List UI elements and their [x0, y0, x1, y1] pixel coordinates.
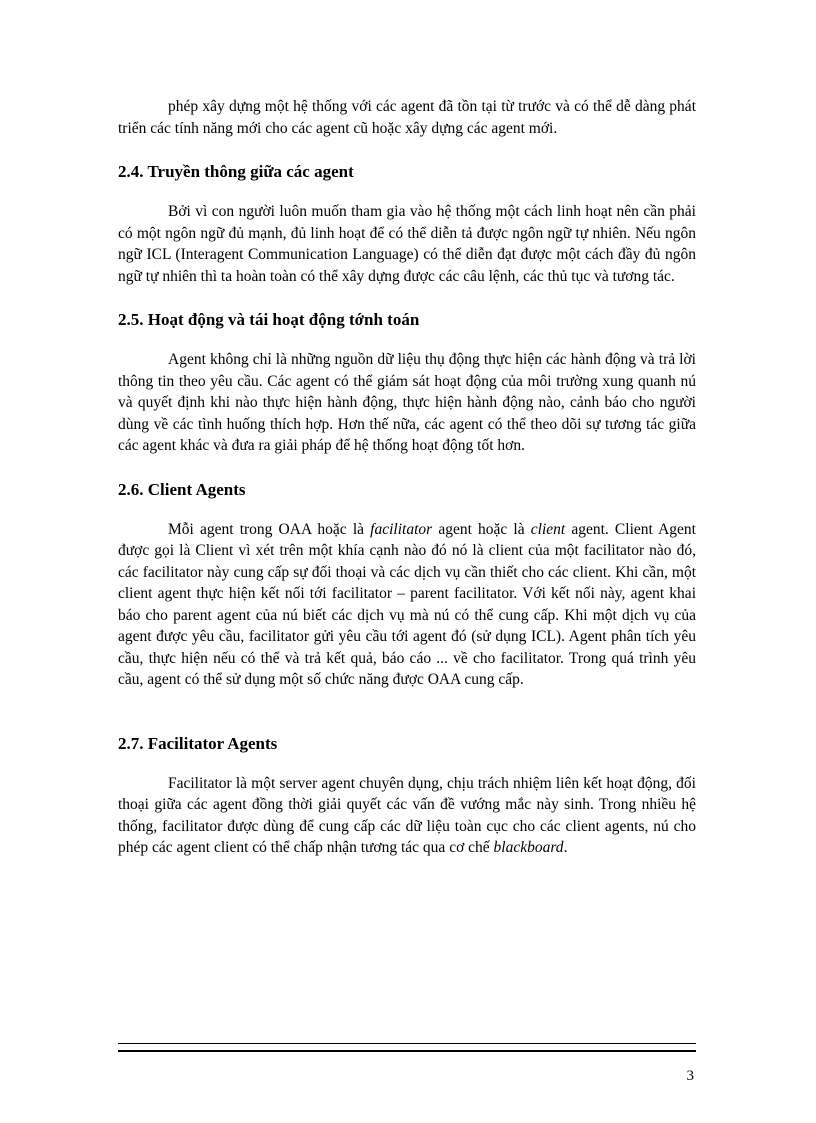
section-2-7-heading: 2.7. Facilitator Agents	[118, 733, 278, 753]
s26-text-2: agent hoặc là	[432, 520, 531, 538]
section-2-6-paragraph	[118, 519, 696, 691]
s26-em-facilitator: facilitator	[370, 520, 433, 538]
s27-text-1: Facilitator là một server agent chuyên dụng, chịu trách nhiệm liên kết hoạt động, đối thoại giữa các agent đồng thời giải quyết các vấn đề vướng mắc này sinh. Trong nhiều hệ thống, facilitator được dùng để cung cấp các dữ liệu toàn cục cho các client agents, nú cho phép các agent client có thể chấp nhận tương tác qua cơ chế	[118, 774, 696, 856]
footer-divider	[118, 1043, 696, 1052]
section-2-6-heading: 2.6. Client Agents	[118, 479, 246, 499]
section-2-7-paragraph	[118, 773, 696, 859]
s26-text-3: agent. Client Agent được gọi là Client vì xét trên một khía cạnh nào đó nó là client của một facilitator nào đó, các facilitator này cung cấp sự đối thoại và các dịch vụ cần thiết cho các client. Khi cần, một client agent thực hiện kết nối tới facilitator – parent facilitator. Với kết nối này, agent khai báo cho parent agent của nú biết các dịch vụ mà nú có thể cung cấp. Khi một dịch vụ của agent được yêu cầu, facilitator gửi yêu cầu tới agent đó (sử dụng ICL). Agent phân tích yêu cầu, thực hiện nếu có thể và trả kết quả, báo cáo ... về cho facilitator. Trong quá trình yêu cầu, agent có thể sử dụng một số chức năng được OAA cung cấp.	[118, 520, 696, 688]
intro-paragraph: phép xây dựng một hệ thống với các agent đã tồn tại từ trước và có thể dễ dàng phát triển các tính năng mới cho các agent cũ hoặc xây dựng các agent mới.	[118, 98, 696, 137]
s27-text-2: .	[563, 839, 568, 856]
s26-em-client: client	[530, 520, 566, 538]
document-page	[118, 96, 696, 859]
section-2-4-heading: 2.4. Truyền thông giữa các agent	[118, 162, 354, 181]
s26-text-1: Mỗi agent trong OAA hoặc là	[168, 520, 371, 538]
section-2-5-paragraph: Agent không chỉ là những nguồn dữ liệu thụ động thực hiện các hành động và trả lời thông tin theo yêu cầu. Các agent có thể giám sát hoạt động của môi trường xung quanh nú và quyết định khi nào thực hiện hành động, thực hiện hành động nào, cảnh báo cho người dùng về các tình huống thích hợp. Hơn thế nữa, các agent có thể theo dõi sự tương tác giữa các agent khác và đưa ra giải pháp để hệ thống hoạt động tốt hơn.	[118, 351, 696, 454]
s27-em-blackboard: blackboard	[493, 839, 564, 856]
section-2-4-paragraph: Bởi vì con người luôn muốn tham gia vào hệ thống một cách linh hoạt nên cần phải có một ngôn ngữ đủ mạnh, đủ linh hoạt để có thể diễn tả được ngôn ngữ tự nhiên. Nếu ngôn ngữ ICL (Interagent Communication Language) có thể diễn đạt được một cách đầy đủ ngôn ngữ tự nhiên thì ta hoàn toàn có thể xây dựng được các câu lệnh, các thủ tục và tương tác.	[118, 203, 696, 285]
section-2-5-heading: 2.5. Hoạt động và tái hoạt động tớnh toán	[118, 310, 420, 329]
page-number: 3	[686, 1068, 694, 1084]
